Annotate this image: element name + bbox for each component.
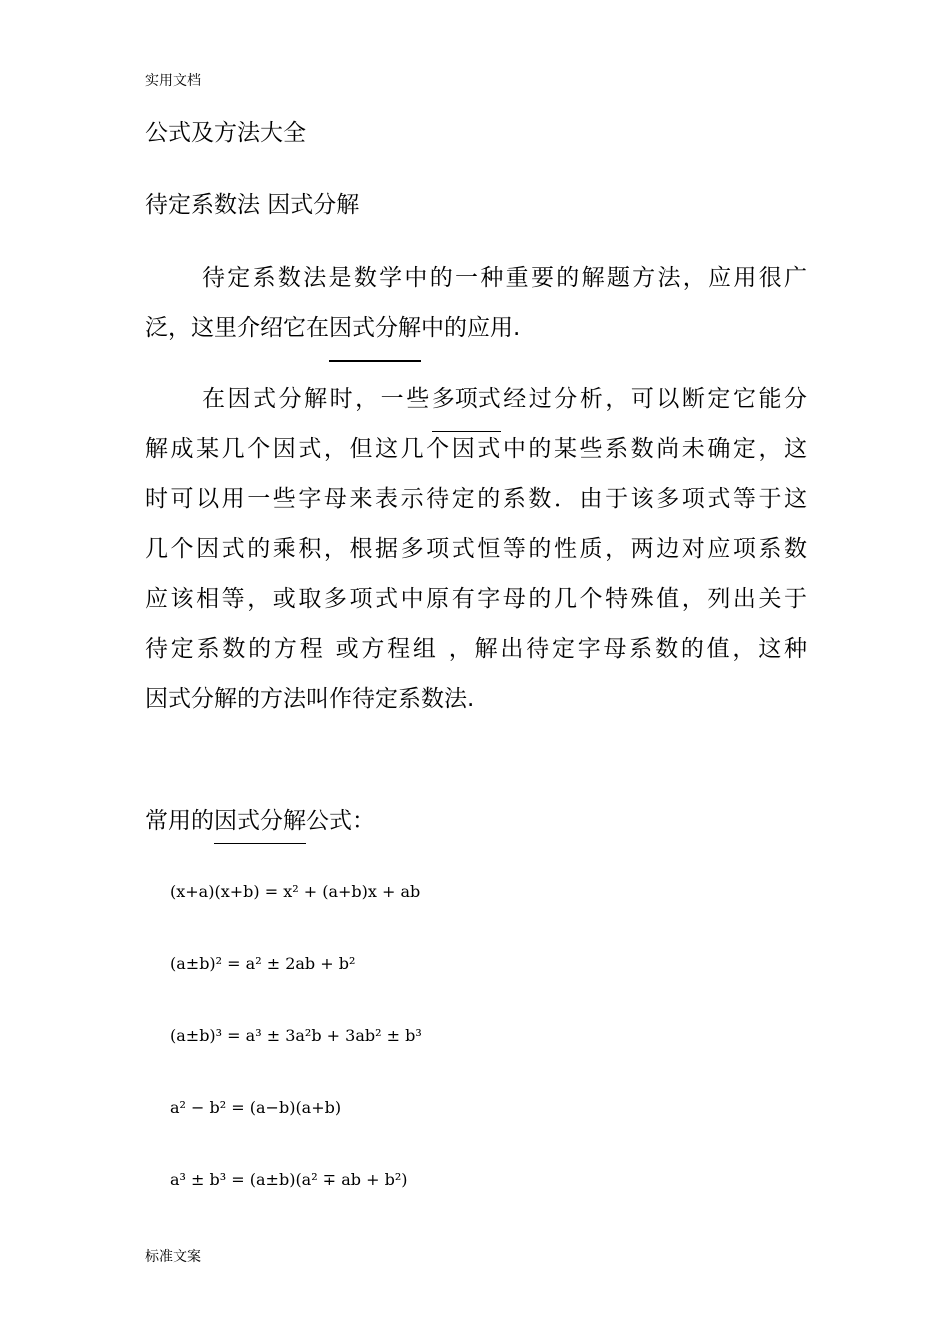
paragraph-line: 待定系数法是数学中的一种重要的解题方法，应用很广 — [202, 265, 807, 291]
polynomial-link[interactable]: 多项式 — [432, 374, 501, 424]
paragraph-line: 解成某几个因式，但这几个因式中的某些系数尚未确定，这 — [145, 436, 807, 462]
heading-text: 公式： — [306, 808, 375, 834]
formulas-heading — [145, 806, 375, 836]
footer-note: 标准文案 — [145, 1249, 201, 1265]
formula-4: a² − b² = (a−b)(a+b) — [170, 1098, 342, 1117]
intro-paragraph — [145, 253, 807, 353]
paragraph-text: 在因式分解时，一些 — [202, 386, 432, 412]
paragraph-line — [145, 303, 807, 353]
document-subtitle: 待定系数法 因式分解 — [145, 192, 360, 218]
formula-2: (a±b)² = a² ± 2ab + b² — [170, 954, 356, 973]
paragraph-text: 经过分析，可以断定它能分 — [500, 386, 808, 412]
paragraph-line: 待定系数的方程 或方程组 ，解出待定字母系数的值，这种 — [145, 636, 807, 662]
formula-5: a³ ± b³ = (a±b)(a² ∓ ab + b²) — [170, 1170, 408, 1189]
paragraph-line: 几个因式的乘积，根据多项式恒等的性质，两边对应项系数 — [145, 536, 807, 562]
paragraph-line — [145, 374, 807, 424]
paragraph-text: 中的应用. — [421, 315, 521, 341]
factorization-link[interactable]: 因式分解 — [214, 808, 306, 834]
formula-3: (a±b)³ = a³ ± 3a²b + 3ab² ± b³ — [170, 1026, 422, 1045]
formula-1: (x+a)(x+b) = x² + (a+b)x + ab — [170, 882, 421, 901]
method-paragraph — [145, 374, 807, 724]
document-title: 公式及方法大全 — [145, 120, 306, 146]
paragraph-text: 泛，这里介绍它在 — [145, 315, 329, 341]
heading-text: 常用的 — [145, 808, 214, 834]
header-note: 实用文档 — [145, 73, 201, 89]
paragraph-line: 应该相等，或取多项式中原有字母的几个特殊值，列出关于 — [145, 586, 807, 612]
factorization-link[interactable]: 因式分解 — [329, 303, 421, 353]
paragraph-line: 因式分解的方法叫作待定系数法. — [145, 686, 475, 712]
paragraph-line: 时可以用一些字母来表示待定的系数．由于该多项式等于这 — [145, 486, 807, 512]
